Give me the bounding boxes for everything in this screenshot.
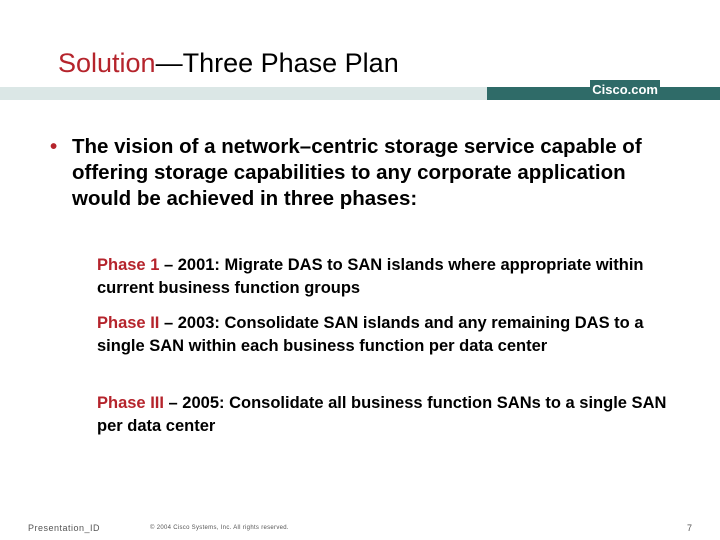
header-bar-dark: [487, 82, 720, 100]
footer-presentation-id: Presentation_ID: [28, 523, 101, 533]
footer-copyright: © 2004 Cisco Systems, Inc. All rights reserved.: [150, 525, 289, 531]
phase-1-label: Phase 1: [97, 256, 160, 274]
header-bar-light: [0, 87, 487, 100]
main-bullet: [50, 134, 670, 212]
main-bullet-text: The vision of a network–centric storage service capable of offering storage capabilities to any corporate application would be achieved in three phases:: [72, 135, 642, 210]
footer-page-number: 7: [686, 523, 692, 533]
bullet-dot-icon: •: [50, 135, 58, 158]
cisco-com-tag: Cisco.com: [590, 80, 660, 100]
phase-3-label: Phase III: [97, 394, 164, 412]
phase-2-label: Phase II: [97, 314, 160, 332]
phase-2-text: – 2003: Consolidate SAN islands and any remaining DAS to a single SAN within each business function per data center: [97, 314, 644, 355]
slide-title: [58, 48, 399, 79]
slide-title-accent: Solution: [58, 48, 156, 78]
phase-1-text: – 2001: Migrate DAS to SAN islands where appropriate within current business function groups: [97, 256, 644, 297]
slide-title-rest: —Three Phase Plan: [155, 48, 399, 78]
phase-3-text: – 2005: Consolidate all business function SANs to a single SAN per data center: [97, 394, 667, 435]
phase-3-item: [97, 392, 677, 437]
phase-2-item: [97, 312, 677, 357]
phase-1-item: [97, 254, 677, 299]
header-bar: [0, 82, 720, 100]
